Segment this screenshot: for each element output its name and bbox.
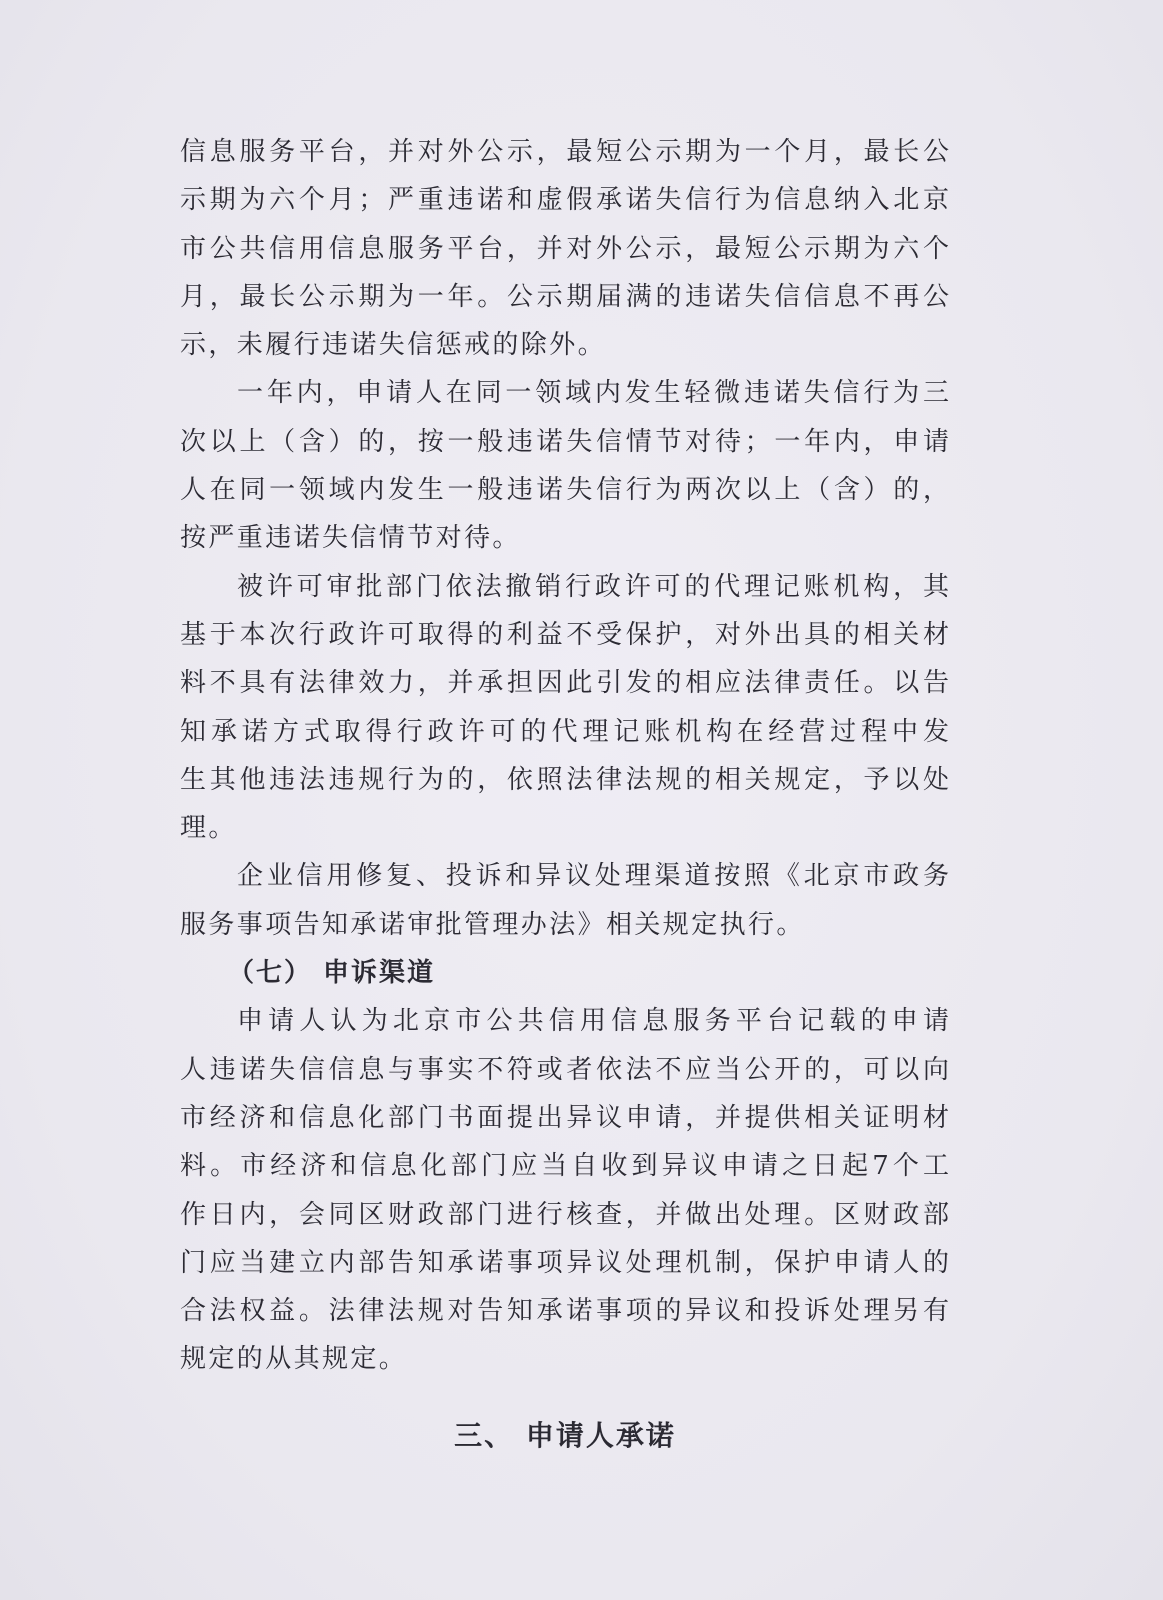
text-line: 合法权益。法律法规对告知承诺事项的异议和投诉处理另有 — [180, 1296, 950, 1327]
text-line: 企业信用修复、投诉和异议处理渠道按照《北京市政务 — [237, 861, 950, 892]
paragraph-license-revocation — [180, 563, 950, 853]
text-line: 示期为六个月；严重违诺和虚假承诺失信行为信息纳入北京 — [180, 185, 950, 216]
text-line: 申请人认为北京市公共信用信息服务平台记载的申请 — [237, 1006, 950, 1037]
section-heading-applicant-commitment: 三、 申请人承诺 — [454, 1418, 676, 1452]
subheading-appeal-channel: （七） 申诉渠道 — [228, 958, 436, 989]
document-page — [180, 128, 950, 1460]
text-line: 市公共信用信息服务平台，并对外公示，最短公示期为六个 — [180, 233, 950, 264]
text-line: 人在同一领域内发生一般违诺失信行为两次以上（含）的， — [180, 475, 950, 506]
text-line: 次以上（含）的，按一般违诺失信情节对待；一年内，申请 — [180, 426, 950, 457]
text-line: 料不具有法律效力，并承担因此引发的相应法律责任。以告 — [180, 668, 950, 699]
text-line: 按严重违诺失信情节对待。 — [180, 523, 521, 554]
text-line: 门应当建立内部告知承诺事项异议处理机制，保护申请人的 — [180, 1247, 950, 1278]
text-line: 信息服务平台，并对外公示，最短公示期为一个月，最长公 — [180, 137, 950, 167]
text-line: 被许可审批部门依法撤销行政许可的代理记账机构，其 — [237, 571, 950, 602]
text-line: 料。市经济和信息化部门应当自收到异议申请之日起7个工 — [180, 1151, 950, 1182]
text-line: 理。 — [180, 813, 237, 844]
text-line: 一年内，申请人在同一领域内发生轻微违诺失信行为三 — [237, 378, 950, 409]
paragraph-public-disclosure — [180, 128, 950, 369]
text-line: 月，最长公示期为一年。公示期届满的违诺失信信息不再公 — [180, 281, 950, 312]
text-line: 市经济和信息化部门书面提出异议申请，并提供相关证明材 — [180, 1102, 950, 1133]
text-line: 人违诺失信信息与事实不符或者依法不应当公开的，可以向 — [180, 1054, 950, 1085]
text-line: 规定的从其规定。 — [180, 1344, 408, 1375]
paragraph-repeat-violations — [180, 369, 950, 562]
text-line: 服务事项告知承诺审批管理办法》相关规定执行。 — [180, 909, 805, 940]
text-line: 知承诺方式取得行政许可的代理记账机构在经营过程中发 — [180, 716, 950, 747]
text-line: 基于本次行政许可取得的利益不受保护，对外出具的相关材 — [180, 619, 950, 650]
text-line: 示，未履行违诺失信惩戒的除外。 — [180, 330, 607, 361]
paragraph-credit-repair — [180, 852, 950, 949]
text-line: 生其他违法违规行为的，依照法律法规的相关规定，予以处 — [180, 764, 950, 795]
paragraph-appeal — [180, 997, 950, 1383]
text-line: 作日内，会同区财政部门进行核查，并做出处理。区财政部 — [180, 1199, 950, 1230]
